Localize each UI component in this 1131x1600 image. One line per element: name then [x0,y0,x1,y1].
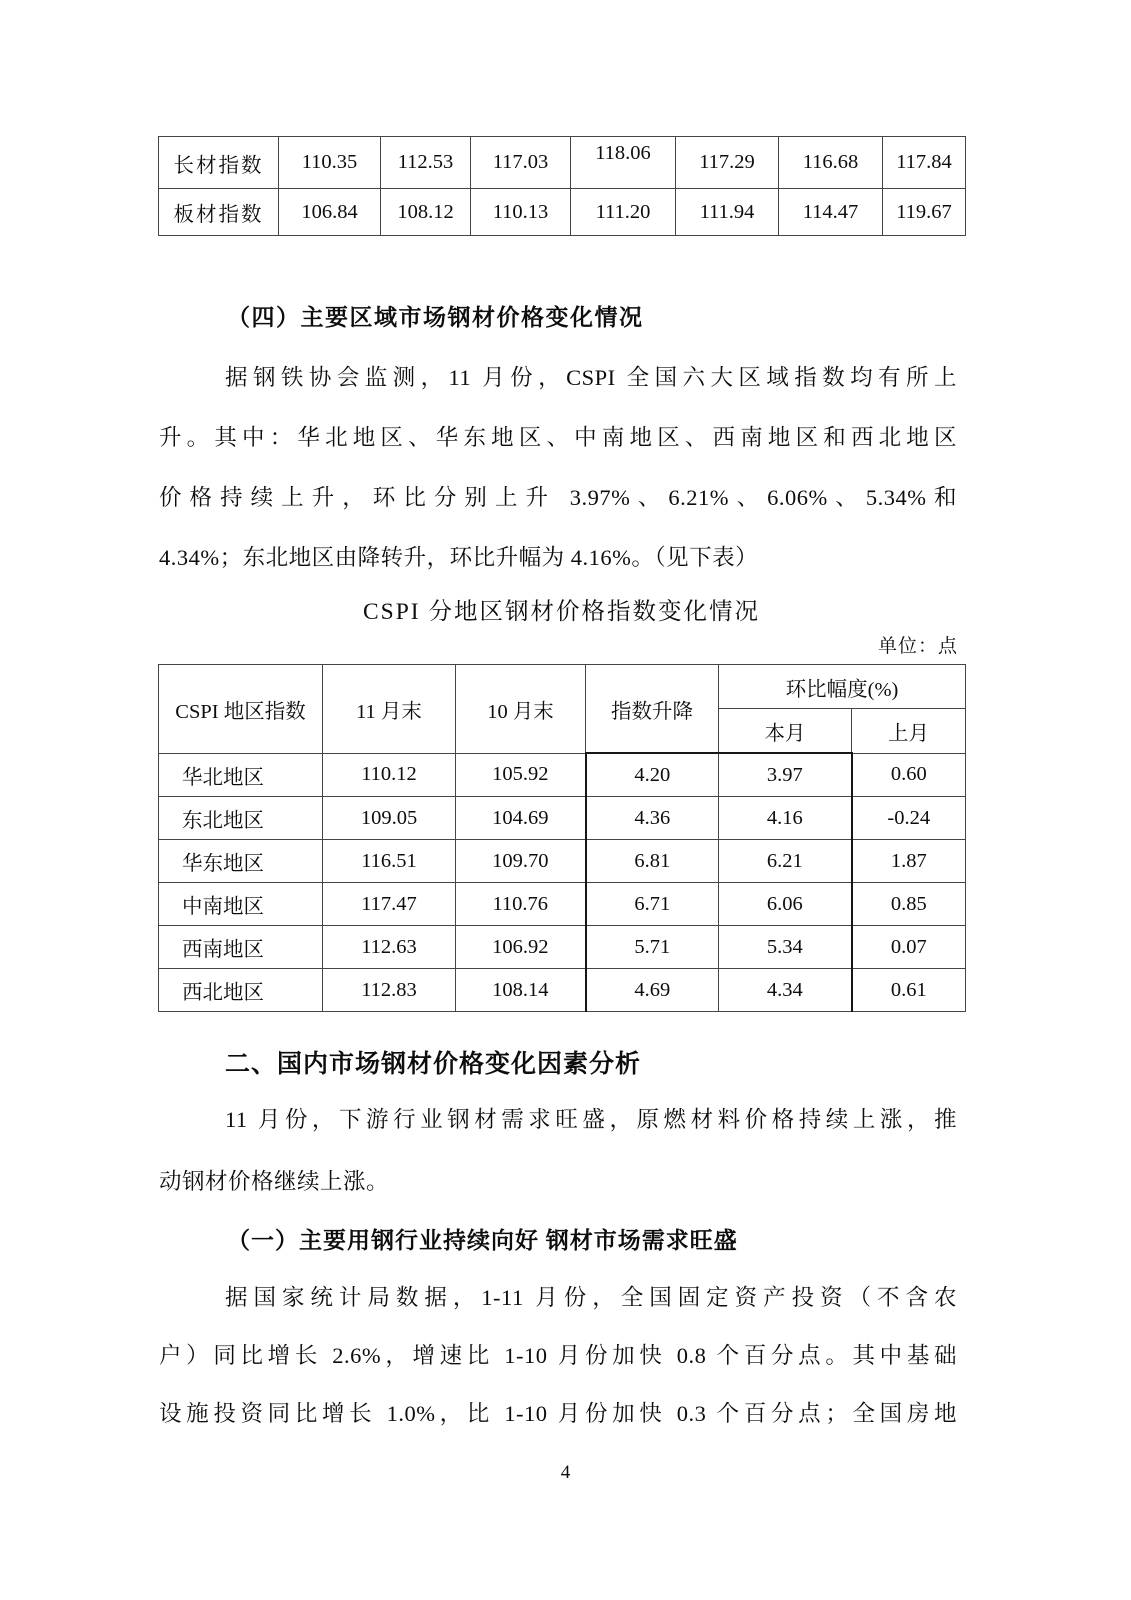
table-cell: 110.12 [323,753,456,797]
table-cell: 116.68 [779,137,883,189]
table-cell: 4.20 [586,753,719,797]
table-cell: 110.13 [471,189,571,236]
table-cell: 117.47 [323,883,456,926]
table-cell: 108.14 [456,969,586,1012]
table-row [159,969,966,1012]
table-cell: 110.35 [279,137,381,189]
paragraph-line: 户）同比增长 2.6%，增速比 1-10 月份加快 0.8 个百分点。其中基础 [159,1343,957,1368]
region-price-table [158,664,966,1012]
paragraph-line: 升。其中：华北地区、华东地区、中南地区、西南地区和西北地区 [159,425,957,450]
row-header: 西北地区 [159,969,323,1012]
table-cell: 3.97 [719,753,852,797]
paragraph-line: 价格持续上升，环比分别上升 3.97%、6.21%、6.06%、5.34%和 [159,485,957,510]
table-cell: 119.67 [883,189,966,236]
table-row [159,926,966,969]
table-cell: 111.94 [676,189,779,236]
table-cell: 1.87 [852,840,966,883]
row-header: 西南地区 [159,926,323,969]
paragraph-line: 11 月份，下游行业钢材需求旺盛，原燃材料价格持续上涨，推 [225,1107,957,1132]
section-heading-four: （四）主要区域市场钢材价格变化情况 [227,305,644,330]
table-cell: 0.60 [852,753,966,797]
paragraph-line: 4.34%；东北地区由降转升，环比升幅为 4.16%。（见下表） [159,545,759,570]
table-cell: 109.70 [456,840,586,883]
paragraph-line: 设施投资同比增长 1.0%，比 1-10 月份加快 0.3 个百分点；全国房地 [159,1401,957,1426]
row-header: 华东地区 [159,840,323,883]
column-header: 10 月末 [456,665,586,754]
table-cell: -0.24 [852,797,966,840]
table-cell: 106.84 [279,189,381,236]
table-cell: 4.36 [586,797,719,840]
table-cell: 4.16 [719,797,852,840]
table-cell: 6.71 [586,883,719,926]
table-cell: 6.81 [586,840,719,883]
table-cell: 0.07 [852,926,966,969]
table-row [159,797,966,840]
table-cell: 6.21 [719,840,852,883]
table-row [159,137,966,189]
row-header: 板材指数 [159,189,279,236]
table-cell: 116.51 [323,840,456,883]
unit-label: 单位：点 [877,636,958,657]
table-cell: 117.84 [883,137,966,189]
table-cell: 109.05 [323,797,456,840]
table-cell: 114.47 [779,189,883,236]
material-index-table [158,136,966,236]
table-cell: 6.06 [719,883,852,926]
table-cell: 104.69 [456,797,586,840]
table-row [159,753,966,797]
table-cell: 110.76 [456,883,586,926]
table-cell: 5.71 [586,926,719,969]
table-row [159,883,966,926]
table-cell: 112.53 [381,137,471,189]
table-row [159,840,966,883]
column-header-group: 环比幅度(%) [719,665,966,709]
table-cell: 5.34 [719,926,852,969]
paragraph-line: 动钢材价格继续上涨。 [159,1169,390,1194]
table-cell: 106.92 [456,926,586,969]
table-cell: 0.61 [852,969,966,1012]
row-header: 东北地区 [159,797,323,840]
paragraph-line: 据钢铁协会监测，11 月份，CSPI 全国六大区域指数均有所上 [225,365,957,390]
table-cell: 117.03 [471,137,571,189]
table-cell: 0.85 [852,883,966,926]
table-cell: 105.92 [456,753,586,797]
table-cell: 111.20 [571,189,676,236]
table-cell: 4.34 [719,969,852,1012]
paragraph-line: 据国家统计局数据，1-11 月份，全国固定资产投资（不含农 [225,1285,957,1310]
row-header: 中南地区 [159,883,323,926]
column-header: CSPI 地区指数 [159,665,323,754]
column-header: 上月 [852,709,966,754]
column-header: 11 月末 [323,665,456,754]
row-header: 长材指数 [159,137,279,189]
table-cell: 117.29 [676,137,779,189]
table-row [159,189,966,236]
page-number: 4 [560,1462,571,1483]
table-cell: 112.83 [323,969,456,1012]
column-header: 指数升降 [586,665,719,754]
table-cell: 118.06 [571,137,676,189]
table-cell: 108.12 [381,189,471,236]
region-table-title: CSPI 分地区钢材价格指数变化情况 [362,599,760,625]
section-subheading-one: （一）主要用钢行业持续向好 钢材市场需求旺盛 [227,1228,738,1253]
column-header: 本月 [719,709,852,754]
table-cell: 4.69 [586,969,719,1012]
row-header: 华北地区 [159,753,323,797]
table-cell: 112.63 [323,926,456,969]
table-header-row [159,665,966,709]
section-heading-two: 二、国内市场钢材价格变化因素分析 [225,1050,642,1078]
